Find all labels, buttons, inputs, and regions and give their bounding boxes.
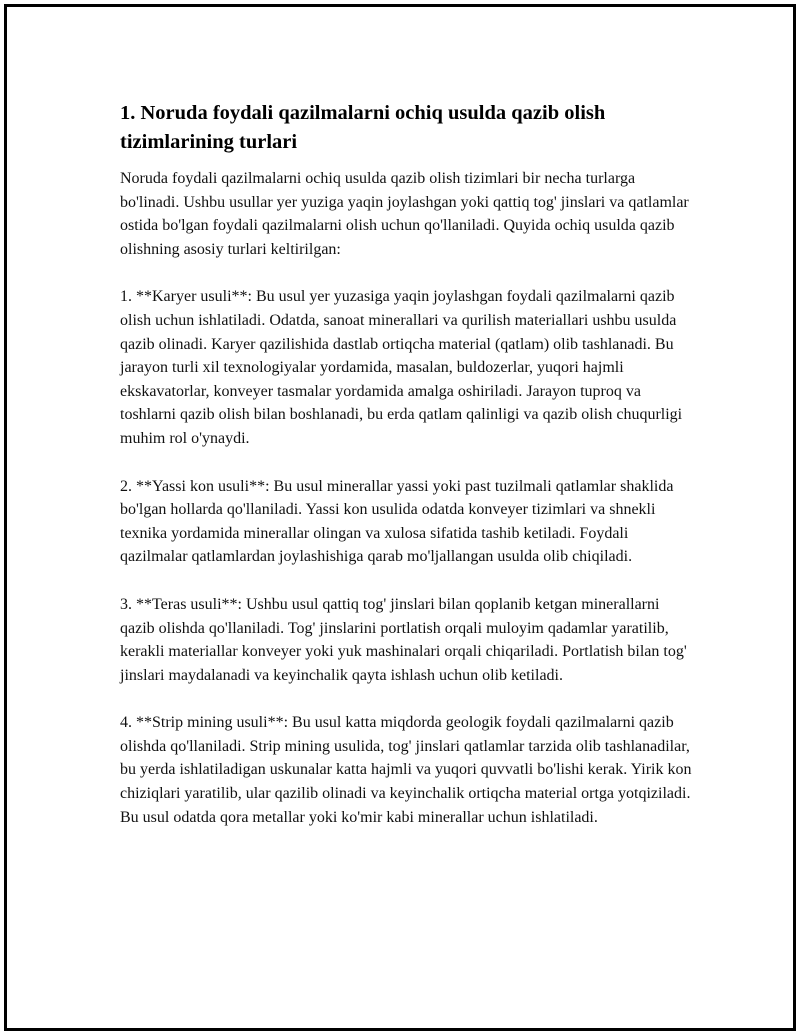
yassi-kon-paragraph: 2. **Yassi kon usuli**: Bu usul minerallar yassi yoki past tuzilmali qatlamlar shaklida bo'lgan hollarda qo'llaniladi. Yassi kon usulida odatda konveyer tizimlari va shnekli texnika yordamida minerallar olingan va xulosa sifatida tashib ketiladi. Foydali qazilmalar qatlamlardan joylashishiga qarab mo'ljallangan usulda olib chiqiladi. — [120, 477, 674, 566]
strip-mining-paragraph: 4. **Strip mining usuli**: Bu usul katta miqdorda geologik foydali qazilmalarni qazib olishda qo'llaniladi. Strip mining usulida, tog' jinslari qatlamlar tarzida olib tashlanadilar, bu yerda ishlatiladigan uskunalar katta hajmli va yuqori quvvatli bo'lishi kerak. Yirik kon chiziqlari yaratilib, ular qazilib olinadi va keyinchalik ortiqcha material ortga yotqiziladi. Bu usul odatda qora metallar yoki ko'mir kabi minerallar uchun ishlatiladi. — [120, 714, 692, 826]
page-frame — [4, 4, 796, 1031]
karyer-paragraph: 1. **Karyer usuli**: Bu usul yer yuzasiga yaqin joylashgan foydali qazilmalarni qazib olish uchun ishlatiladi. Odatda, sanoat minerallari va qurilish materiallari ushbu usulda qazib olinadi. Karyer qazilishida dastlab ortiqcha material (qatlam) olib tashlanadi. Bu jarayon turli xil texnologiyalar yordamida, masalan, buldozerlar, yuqori hajmli ekskavatorlar, konveyer tasmalar yordamida amalga oshiriladi. Jarayon tuproq va toshlarni qazib olish bilan boshlanadi, bu erda qatlam qalinligi va qazib olish chuqurligi muhim rol o'ynaydi. — [120, 288, 683, 447]
intro-paragraph: Noruda foydali qazilmalarni ochiq usulda qazib olish tizimlari bir necha turlarga bo'linadi. Ushbu usullar yer yuziga yaqin joylashgan yoki qattiq tog' jinslari va qatlamlar ostida bo'lgan foydali qazilmalarni olish uchun qo'llaniladi. Quyida ochiq usulda qazib olishning asosiy turlari keltirilgan: — [120, 170, 689, 258]
document-title: 1. Noruda foydali qazilmalarni ochiq usulda qazib olish tizimlarining turlari — [120, 102, 606, 153]
teras-paragraph: 3. **Teras usuli**: Ushbu usul qattiq tog' jinslari bilan qoplanib ketgan minerallarni qazib olishda qo'llaniladi. Tog' jinslarini portlatish orqali muloyim qadamlar yaratilib, kerakli materiallar konveyer yoki yuk mashinalari orqali chiqariladi. Portlatish bilan tog' jinslari maydalanadi va keyinchalik qayta ishlash uchun olib ketiladi. — [120, 595, 687, 684]
document-body — [120, 99, 695, 853]
